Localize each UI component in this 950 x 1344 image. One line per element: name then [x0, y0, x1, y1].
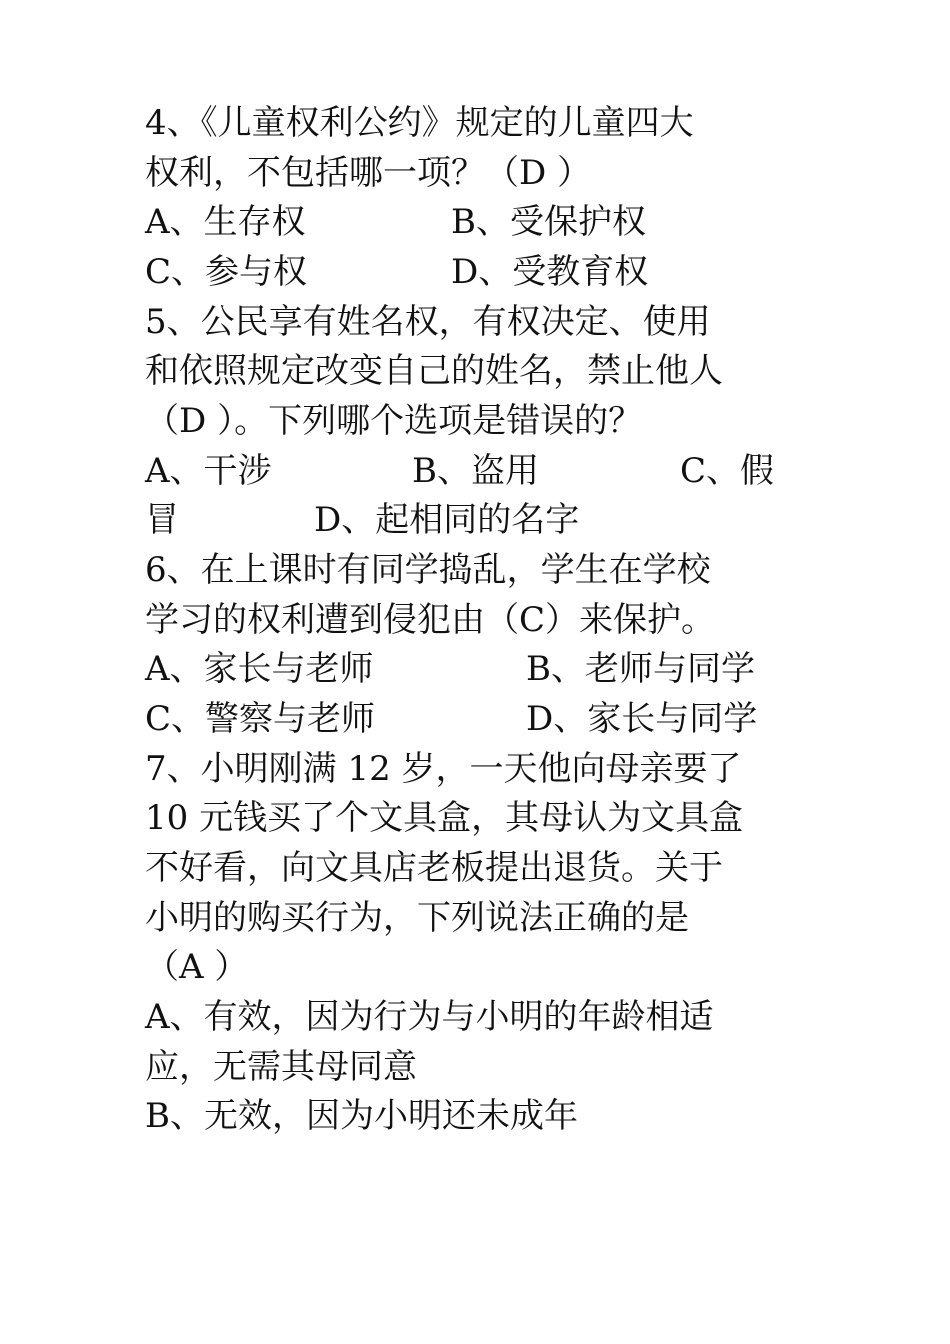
question-7-option-b: B、无效，因为小明还未成年 [145, 1096, 578, 1136]
question-4-option-c: C、参与权 [145, 252, 308, 292]
question-6-option-b: B、老师与同学 [526, 649, 755, 689]
question-4-option-d: D、受教育权 [451, 252, 649, 292]
question-6-option-a: A、家长与老师 [145, 649, 374, 689]
question-6-text-line-1: 6、在上课时有同学捣乱，学生在学校 [145, 550, 711, 590]
question-7-option-a-line-1: A、有效，因为行为与小明的年龄相适 [145, 997, 714, 1037]
question-6-option-d: D、家长与同学 [526, 699, 758, 739]
question-5-option-c: C、假 [680, 451, 775, 491]
question-4-option-a: A、生存权 [145, 202, 306, 242]
question-4-text-line-1: 4、《儿童权利公约》规定的儿童四大 [145, 103, 694, 143]
question-5-option-b: B、盗用 [412, 451, 539, 491]
question-6-options-row-2 [145, 694, 825, 744]
question-7-text-line-4: 小明的购买行为，下列说法正确的是 [145, 898, 689, 938]
question-7-text-line-1: 7、小明刚满 12 岁，一天他向母亲要了 [145, 749, 742, 789]
question-7-text-line-2: 10 元钱买了个文具盒，其母认为文具盒 [145, 798, 744, 838]
question-5-option-c-continued: 冒 [145, 500, 179, 540]
question-5-text-line-3: （D ）。下列哪个选项是错误的？ [145, 401, 643, 441]
question-6-options-row-1 [145, 644, 825, 694]
question-4-options-row-1 [145, 197, 825, 247]
question-5-options-row-1 [145, 446, 825, 496]
question-5-text-line-2: 和依照规定改变自己的姓名，禁止他人 [145, 351, 723, 391]
question-6-option-c: C、警察与老师 [145, 699, 376, 739]
question-4-text-line-2: 权利，不包括哪一项？（D ） [145, 153, 592, 193]
question-7-option-a-line-2: 应，无需其母同意 [145, 1047, 417, 1087]
question-5-option-a: A、干涉 [145, 451, 272, 491]
question-5-option-d: D、起相同的名字 [314, 500, 580, 540]
question-6-text-line-2: 学习的权利遭到侵犯由（C）来保护。 [145, 600, 716, 640]
question-4-option-b: B、受保护权 [451, 202, 646, 242]
question-4-options-row-2 [145, 247, 825, 297]
question-7-text-line-3: 不好看，向文具店老板提出退货。关于 [145, 848, 723, 888]
question-5-options-row-2 [145, 495, 825, 545]
question-5-text-line-1: 5、公民享有姓名权，有权决定、使用 [145, 302, 711, 342]
question-7-answer: （A ） [145, 947, 249, 987]
